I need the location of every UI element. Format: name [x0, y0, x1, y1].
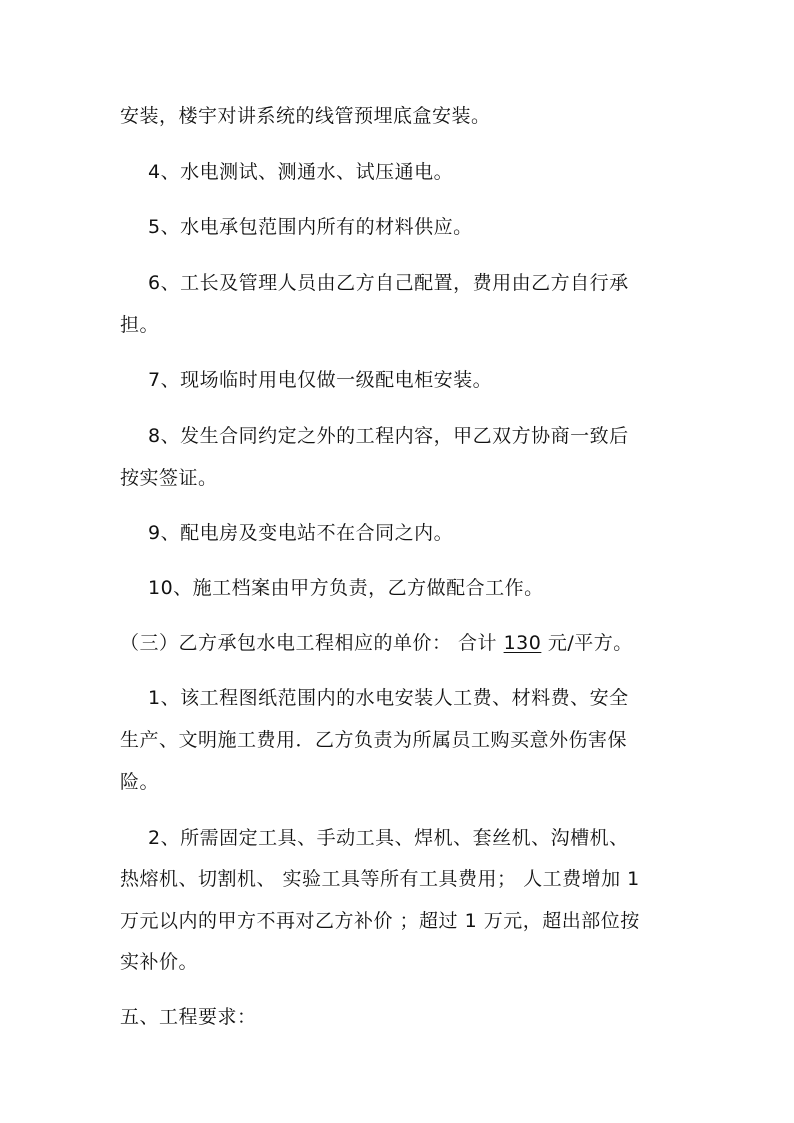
paragraph-line: 7、现场临时用电仅做一级配电柜安装。	[148, 369, 493, 391]
price-unit: 元/平方。	[541, 632, 633, 654]
paragraph-line: 生产、文明施工费用．乙方负责为所属员工购买意外伤害保	[120, 729, 628, 751]
price-heading	[120, 631, 680, 655]
paragraph-line: 4、水电测试、测通水、试压通电。	[148, 161, 454, 183]
paragraph-line: 安装，楼宇对讲系统的线管预埋底盒安装。	[120, 105, 491, 127]
price-amount: 130	[503, 632, 542, 654]
paragraph-line: 1、该工程图纸范围内的水电安装人工费、材料费、安全	[148, 687, 629, 709]
paragraph-line: 2、所需固定工具、手动工具、焊机、套丝机、沟槽机、	[148, 827, 629, 849]
paragraph-line: 按实签证。	[120, 467, 218, 489]
paragraph-line: 热熔机、切割机、 实验工具等所有工具费用； 人工费增加 1	[120, 868, 640, 890]
paragraph-line: 8、发生合同约定之外的工程内容，甲乙双方协商一致后	[148, 425, 629, 447]
paragraph-line: 5、水电承包范围内所有的材料供应。	[148, 216, 473, 238]
price-heading-text: （三）乙方承包水电工程相应的单价： 合计	[120, 632, 504, 654]
paragraph-line: 实补价。	[120, 951, 199, 973]
paragraph-line: 6、工长及管理人员由乙方自己配置，费用由乙方自行承	[148, 272, 629, 294]
paragraph-line: 担。	[120, 314, 160, 336]
paragraph-line: 9、配电房及变电站不在合同之内。	[148, 522, 454, 544]
paragraph-line: 万元以内的甲方不再对乙方补价 ；超过 1 万元，超出部位按	[120, 910, 640, 932]
paragraph-line: 10、施工档案由甲方负责，乙方做配合工作。	[148, 577, 544, 599]
section-heading: 五、工程要求：	[120, 1006, 257, 1028]
paragraph-line: 险。	[120, 771, 160, 793]
